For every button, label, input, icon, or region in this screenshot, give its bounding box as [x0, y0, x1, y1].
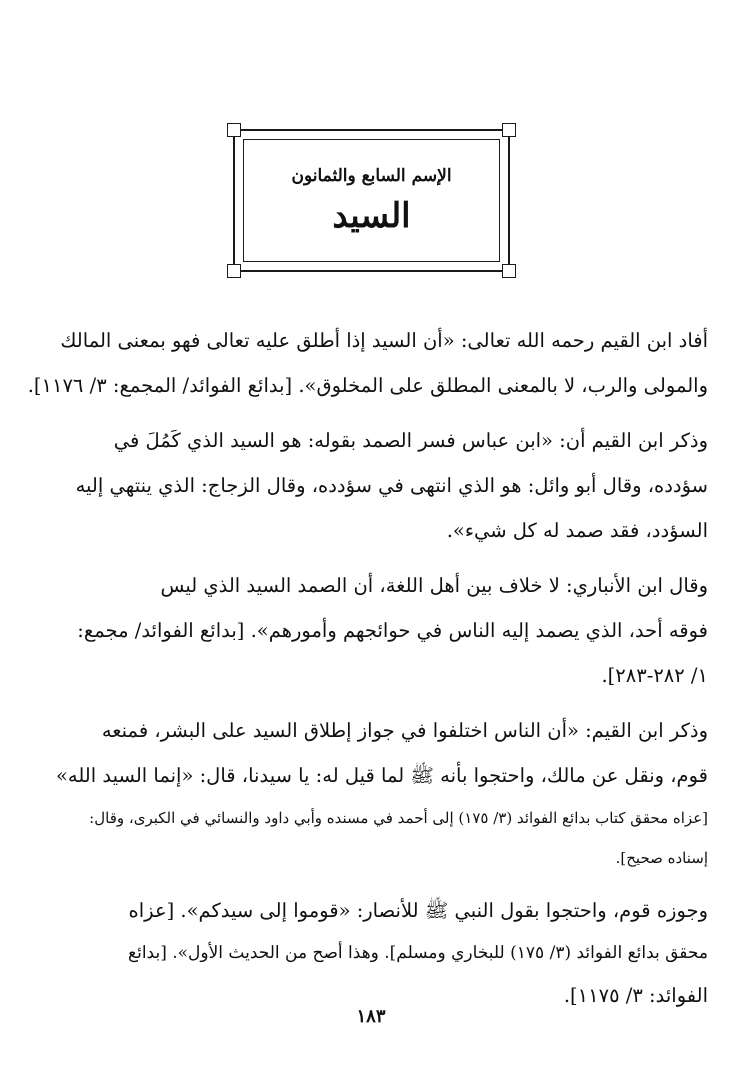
title-frame	[233, 129, 510, 272]
reference-note-line: إسناده صحيح].	[615, 849, 708, 867]
chapter-title: السيد	[332, 196, 411, 237]
paragraph	[64, 563, 708, 698]
text-line: والمولى والرب، لا بالمعنى المطلق على المخلوق». [بدائع الفوائد/ المجمع: ٣/ ١١٧٦].	[27, 374, 708, 397]
text-line: وذكر ابن القيم أن: «ابن عباس فسر الصمد بقوله: هو السيد الذي كَمُلَ في	[113, 429, 708, 452]
text-line: سؤدده، وقال أبو وائل: هو الذي انتهى في سؤدده، وقال الزجاج: الذي ينتهي إليه	[75, 474, 708, 497]
page-body	[27, 318, 708, 1028]
text-line: السؤدد، فقد صمد له كل شيء».	[446, 519, 708, 542]
paragraph	[64, 418, 708, 553]
frame-corner-ornament	[227, 123, 241, 137]
text-line: الفوائد: ٣/ ١١٧٥].	[563, 984, 708, 1007]
frame-corner-ornament	[502, 264, 516, 278]
paragraph	[27, 318, 708, 408]
text-line: محقق بدائع الفوائد (٣/ ١٧٥) للبخاري ومسلم]. وهذا أصح من الحديث الأول». [بدائع	[128, 943, 708, 963]
text-line: أفاد ابن القيم رحمه الله تعالى: «أن السيد إذا أطلق عليه تعالى فهو بمعنى المالك	[60, 329, 708, 352]
text-line: وذكر ابن القيم: «أن الناس اختلفوا في جواز إطلاق السيد على البشر، فمنعه	[101, 719, 708, 742]
text-line: وقال ابن الأنباري: لا خلاف بين أهل اللغة، أن الصمد السيد الذي ليس	[160, 574, 708, 597]
paragraph	[55, 708, 708, 878]
text-line: وجوزه قوم، واحتجوا بقول النبي ﷺ للأنصار: «قوموا إلى سيدكم». [عزاه	[128, 899, 708, 922]
page-number: ١٨٣	[356, 1006, 386, 1027]
text-line: ١/ ٢٨٢-٢٨٣].	[601, 664, 708, 687]
text-line: فوقه أحد، الذي يصمد إليه الناس في حوائجهم وأمورهم». [بدائع الفوائد/ مجمع:	[77, 619, 708, 642]
frame-corner-ornament	[227, 264, 241, 278]
paragraph	[64, 888, 708, 1018]
chapter-subtitle: الإسم السابع والثمانون	[291, 166, 452, 187]
title-frame-inner	[243, 139, 500, 262]
reference-note-line: [عزاه محقق كتاب بدائع الفوائد (٣/ ١٧٥) إلى أحمد في مسنده وأبي داود والنسائي في الكبرى، وقال:	[89, 809, 708, 827]
frame-corner-ornament	[502, 123, 516, 137]
text-line: قوم، ونقل عن مالك، واحتجوا بأنه ﷺ لما قيل له: يا سيدنا، قال: «إنما السيد الله»	[55, 764, 708, 787]
